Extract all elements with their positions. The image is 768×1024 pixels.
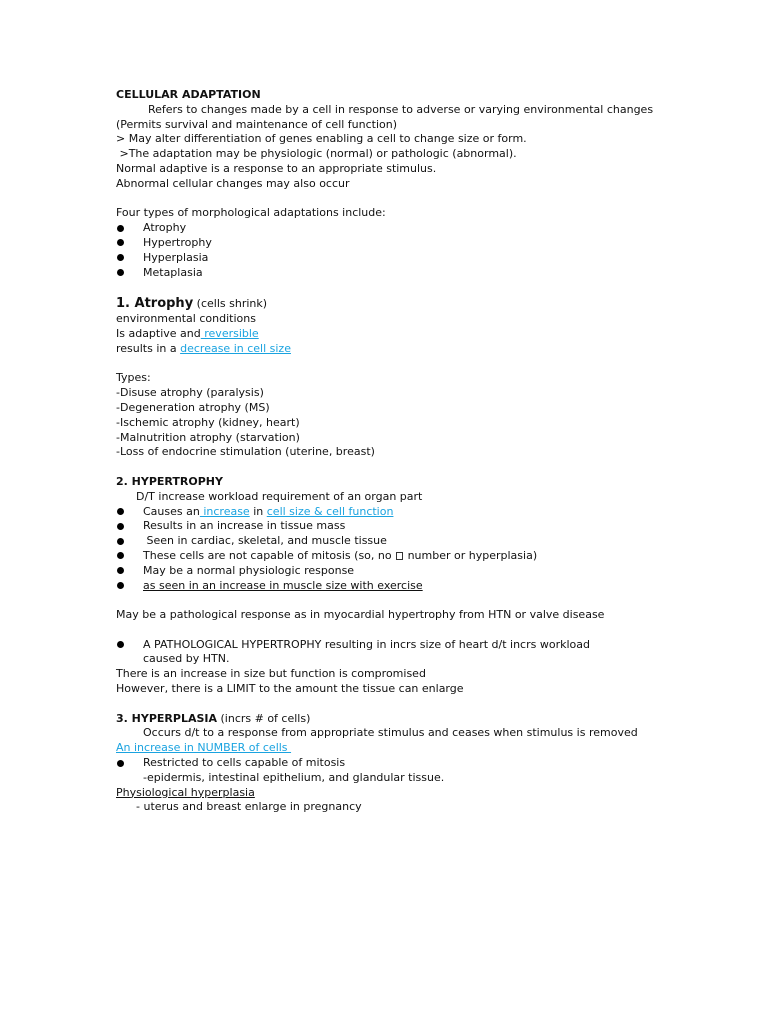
increase-link[interactable]: increase [199,504,250,518]
atrophy-line: results in a decrease in cell size [116,341,291,355]
atrophy-line: environmental conditions [116,312,256,326]
hypertrophy-bullet: as seen in an increase in muscle size with exercise [116,579,656,594]
atrophy-type: -Ischemic atrophy (kidney, heart) [116,415,300,429]
bullet-icon [116,549,143,564]
bullet-icon [116,564,143,579]
type-list-item: Hypertrophy [116,236,656,251]
hyperplasia-bullet: Restricted to cells capable of mitosis [116,756,656,771]
atrophy-types-label: Types: [116,371,151,385]
intro-line: Normal adaptive is a response to an appropriate stimulus. [116,161,437,175]
hypertrophy-note: However, there is a LIMIT to the amount the tissue can enlarge [116,682,464,696]
intro-line: >The adaptation may be physiologic (normal) or pathologic (abnormal). [116,147,517,161]
atrophy-heading-note: (cells shrink) [196,297,268,311]
decrease-cell-size-link[interactable]: decrease in cell size [180,341,291,355]
bullet-icon [116,638,143,668]
cell-size-function-link[interactable]: cell size & cell function [266,504,394,518]
intro-line: Refers to changes made by a cell in response to adverse or varying environmental changes [148,102,654,116]
bullet-icon [116,534,143,549]
hypertrophy-heading: 2. HYPERTROPHY [116,474,223,488]
bullet-icon [116,505,143,520]
bullet-icon [116,266,143,281]
atrophy-heading: 1. Atrophy [116,296,194,312]
type-list-item: Hyperplasia [116,251,656,266]
physio-hyperplasia-row [116,786,656,801]
type-list-item: Metaplasia [116,266,656,281]
hyperplasia-heading-note: (incrs # of cells) [217,711,311,725]
intro-line: > May alter differentiation of genes enabling a cell to change size or form. [116,132,527,146]
intro-line: Abnormal cellular changes may also occur [116,176,350,190]
missing-glyph-icon [396,552,403,560]
hyperplasia-heading: 3. HYPERPLASIA [116,711,217,725]
atrophy-type: -Disuse atrophy (paralysis) [116,386,264,400]
hyperplasia-heading-row [116,712,656,727]
bullet-icon [116,251,143,266]
atrophy-type: -Malnutrition atrophy (starvation) [116,430,300,444]
bullet-icon [116,579,143,594]
hypertrophy-bullet: Causes an increase in cell size & cell function [116,505,656,520]
types-intro: Four types of morphological adaptations include: [116,206,386,220]
hypertrophy-bullet: Results in an increase in tissue mass [116,519,656,534]
hyperplasia-sub: Occurs d/t to a response from appropriate stimulus and ceases when stimulus is removed [143,726,638,740]
increase-number-cells-link[interactable]: An increase in NUMBER of cells [116,741,292,755]
bullet-icon [116,236,143,251]
document-body [116,88,656,815]
type-list-item: Atrophy [116,221,656,236]
hyperplasia-link-row [116,741,656,756]
hypertrophy-bullet: May be a normal physiologic response [116,564,656,579]
bullet-icon [116,519,143,534]
atrophy-type: -Degeneration atrophy (MS) [116,400,270,414]
hyperplasia-sub-item: -epidermis, intestinal epithelium, and glandular tissue. [143,770,445,784]
document-title: CELLULAR ADAPTATION [116,88,261,101]
reversible-link[interactable]: reversible [200,326,259,340]
bullet-icon [116,756,143,771]
physio-hyperplasia-item: - uterus and breast enlarge in pregnancy [136,800,362,814]
hypertrophy-bullet: Seen in cardiac, skeletal, and muscle tissue [116,534,656,549]
hypertrophy-note: There is an increase in size but function is compromised [116,667,426,681]
atrophy-heading-row [116,295,656,312]
intro-line: (Permits survival and maintenance of cell function) [116,117,398,131]
atrophy-type: -Loss of endocrine stimulation (uterine, breast) [116,445,375,459]
hypertrophy-bullet: These cells are not capable of mitosis (so, no number or hyperplasia) [116,549,656,564]
atrophy-line: Is adaptive and reversible [116,326,259,340]
pathological-response: May be a pathological response as in myocardial hypertrophy from HTN or valve disease [116,608,605,622]
hypertrophy-sub: D/T increase workload requirement of an organ part [136,489,423,503]
pathological-bullet: A PATHOLOGICAL HYPERTROPHY resulting in incrs size of heart d/t incrs workload caused by HTN. [116,638,656,668]
bullet-icon [116,221,143,236]
physio-hyperplasia-label: Physiological hyperplasia [116,785,255,799]
